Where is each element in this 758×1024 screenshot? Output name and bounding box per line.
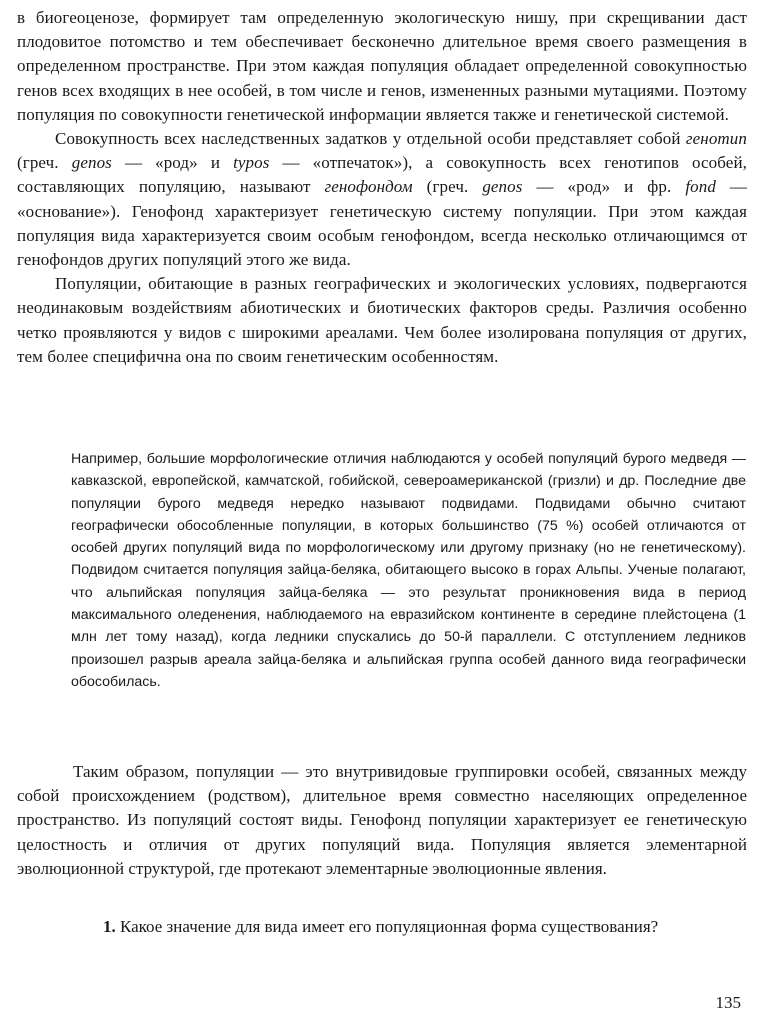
word-genos-2: genos <box>482 177 523 197</box>
p2-text: (греч. <box>17 153 72 173</box>
word-fond: fond <box>685 177 716 197</box>
p2-text: — «род» и <box>111 153 234 173</box>
example-note: Например, большие морфологические отличия наблюдаются у особей популяций бурого медведя — кавказской, европейской, камчатской, гобийской, североамериканской (гризли) и др. Последние две популяции бурого медведя нередко называют подвидами. Подвидами обычно считают географически обособленные популяции, в которых большинство (75 %) особей отличаются от особей других популяций вида по морфологическому или другому признаку (но не генетическому). Подвидом считается популяция зайца-беляка, обитающего высоко в горах Альпы. Ученые полагают, что альпийская популяция зайца-беляка — это результат проникновения вида в период максимального оледенения, наблюдаемого на евразийском континенте в середине плейстоцена (1 млн лет тому назад), когда ледники спускались до 50-й параллели. С отступлением ледников произошел разрыв ареала зайца-беляка и альпийская группа особей данного вида географически обособилась. <box>71 451 746 690</box>
review-question <box>103 915 747 939</box>
p2-text: (греч. <box>412 177 483 197</box>
summary-paragraph: Таким образом, популяции — это внутривидовые группировки особей, связанных между собой происхождением (родством), длительное время совместно населяющих определенное пространство. Из популяций состоят виды. Генофонд популяции характеризует ее генетическую целостность и отличия от других популяций вида. Популяция является элементарной эволюционной структурой, где протекают элементарные эволюционные явления. <box>17 762 747 878</box>
question-number: 1. <box>103 917 116 936</box>
term-genofond: генофондом <box>324 177 413 197</box>
paragraph-2 <box>17 127 747 272</box>
p2-text: — «род» и фр. <box>522 177 686 197</box>
term-genotype: генотип <box>685 129 747 149</box>
paragraph-3: Популяции, обитающие в разных географических и экологических условиях, подвергаются неодинаковым воздействиям абиотических и биотических факторов среды. Различия особенно четко проявляются у видов с широкими ареалами. Чем более изолирована популяция от других, тем более специфична она по своим генетическим особенностям. <box>17 274 747 366</box>
paragraph-1: в биогеоценозе, формирует там определенную экологическую нишу, при скрещивании даст плодовитое потомство и тем обеспечивает бесконечно длительное время своего размещения в определенном пространстве. При этом каждая популяция обладает определенной совокупностью генов всех входящих в нее особей, в том числе и генов, измененных разными мутациями. Поэтому популяция по совокупности генетической информации является также и генетической системой. <box>17 8 747 124</box>
question-text: Какое значение для вида имеет его популяционная форма существования? <box>115 917 659 936</box>
page-number: 135 <box>715 993 741 1012</box>
summary <box>17 760 747 881</box>
p2-text: Совокупность всех наследственных задатков у отдельной особи представляет собой <box>55 129 686 149</box>
word-genos: genos <box>71 153 112 173</box>
p2-text: — «основание»). Генофонд характеризует генетическую систему популяции. При этом каждая популяция вида характеризуется своим особым генофондом, всегда несколько отличающимся от генофондов других популяций этого же вида. <box>17 177 748 270</box>
p2-text: — «отпечаток»), а совокупность всех генотипов особей, составляющих популяцию, называют <box>17 153 747 197</box>
main-text <box>17 6 747 369</box>
word-typos: typos <box>233 153 270 173</box>
